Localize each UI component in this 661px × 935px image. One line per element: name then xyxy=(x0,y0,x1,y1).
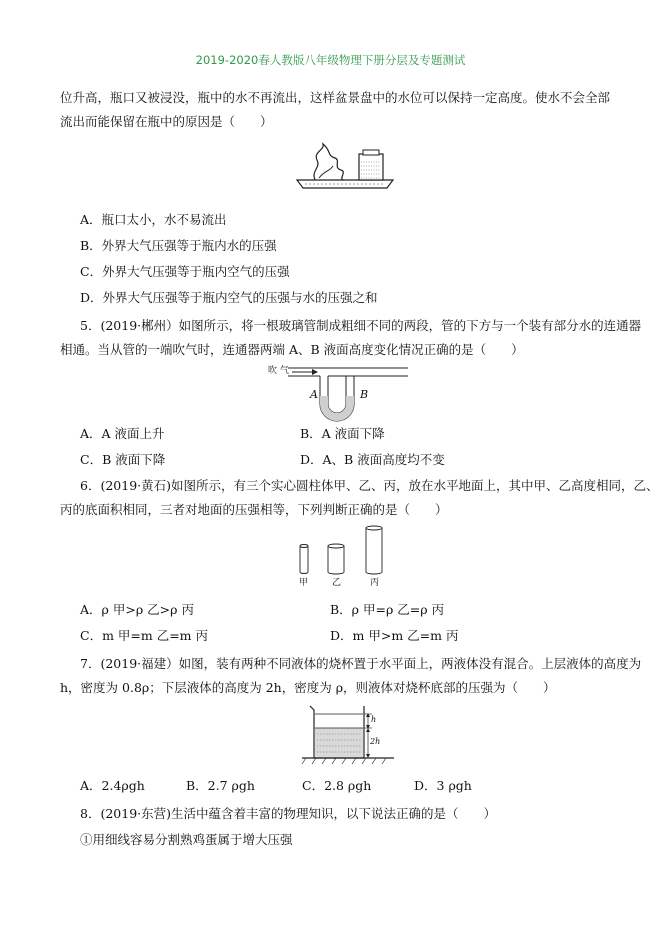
label-a: A xyxy=(310,388,318,401)
cylinder-label-jia: 甲 xyxy=(299,578,309,588)
q6-text-line-1: 6．(2019·黄石)如图所示，有三个实心圆柱体甲、乙、丙，放在水平地面上，其中甲、乙高度相同，乙、 xyxy=(80,478,659,493)
u-tube-figure xyxy=(268,360,408,422)
q8-text-line-2: ①用细线容易分割熟鸡蛋属于增大压强 xyxy=(80,832,293,847)
q4-option-c: C．外界大气压强等于瓶内空气的压强 xyxy=(80,264,290,279)
q4-option-a: A．瓶口太小，水不易流出 xyxy=(80,212,227,227)
q7-option-b: B．2.7 ρgh xyxy=(186,778,255,793)
bonsai-bottle-figure xyxy=(295,140,395,195)
q4-text-line-2: 流出而能保留在瓶中的原因是（ ） xyxy=(60,114,273,129)
beaker-figure xyxy=(300,700,396,766)
q5-option-a: A．A 液面上升 xyxy=(80,426,165,441)
cylinders-figure xyxy=(292,522,392,586)
q4-text-line-1: 位升高，瓶口又被浸没，瓶中的水不再流出，这样盆景盘中的水位可以保持一定高度。使水不会全部 xyxy=(60,90,611,105)
blow-label: 吹 气 xyxy=(268,366,289,376)
q4-option-d: D．外界大气压强等于瓶内空气的压强与水的压强之和 xyxy=(80,290,378,305)
cylinder-label-bing: 丙 xyxy=(370,578,380,588)
q7-option-c: C．2.8 ρgh xyxy=(302,778,372,793)
q7-text-line-1: 7．(2019·福建）如图，装有两种不同液体的烧杯置于水平面上，两液体没有混合。上层液体的高度为 xyxy=(80,656,642,671)
q8-text-line-1: 8．(2019·东营)生活中蕴含着丰富的物理知识，以下说法正确的是（ ） xyxy=(80,806,496,821)
page-header: 2019-2020春人教版八年级物理下册分层及专题测试 xyxy=(195,53,466,67)
q6-text-line-2: 丙的底面积相同，三者对地面的压强相等，下列判断正确的是（ ） xyxy=(60,502,448,517)
q7-option-a: A．2.4ρgh xyxy=(80,778,145,793)
cylinder-label-yi: 乙 xyxy=(332,578,342,588)
q7-text-line-2: h，密度为 0.8ρ；下层液体的高度为 2h，密度为 ρ，则液体对烧杯底部的压强为（ ） xyxy=(60,680,556,695)
q5-option-d: D．A、B 液面高度均不变 xyxy=(300,452,445,467)
label-b: B xyxy=(360,388,369,401)
q6-option-d: D．m 甲>m 乙=m 丙 xyxy=(330,628,459,643)
q5-option-b: B．A 液面下降 xyxy=(300,426,385,441)
q6-option-a: A．ρ 甲>ρ 乙>ρ 丙 xyxy=(80,602,194,617)
dimension-2h: 2h xyxy=(370,737,381,746)
q5-text-line-1: 5．(2019·郴州）如图所示，将一根玻璃管制成粗细不同的两段，管的下方与一个装有部分水的连通器 xyxy=(80,318,642,333)
q5-option-c: C．B 液面下降 xyxy=(80,452,166,467)
q7-option-d: D．3 ρgh xyxy=(414,778,472,793)
q6-option-c: C．m 甲=m 乙=m 丙 xyxy=(80,628,208,643)
q5-text-line-2: 相通。当从管的一端吹气时，连通器两端 A、B 液面高度变化情况正确的是（ ） xyxy=(60,342,524,357)
q4-option-b: B．外界大气压强等于瓶内水的压强 xyxy=(80,238,277,253)
q6-option-b: B．ρ 甲=ρ 乙=ρ 丙 xyxy=(330,602,445,617)
dimension-h: h xyxy=(371,715,377,724)
